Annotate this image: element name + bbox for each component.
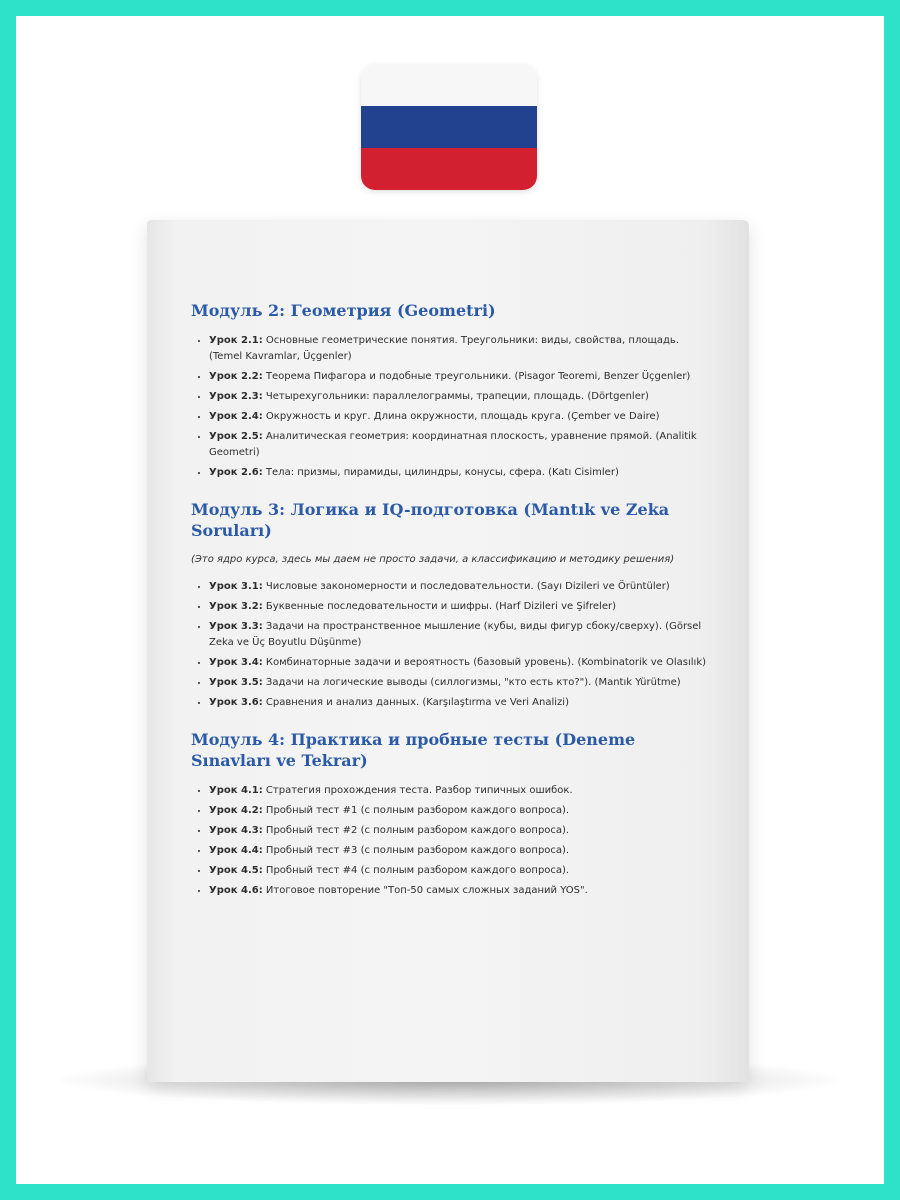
- lesson-text: Итоговое повторение "Топ-50 самых сложных заданий YOS".: [265, 885, 588, 896]
- lesson-label: Урок 2.1:: [209, 335, 263, 346]
- list-item: [209, 429, 711, 461]
- module-3: [191, 499, 711, 711]
- lesson-label: Урок 3.2:: [209, 601, 263, 612]
- lesson-text: Стратегия прохождения теста. Разбор типичных ошибок.: [265, 785, 573, 796]
- list-item: [209, 465, 711, 481]
- lesson-label: Урок 2.4:: [209, 411, 263, 422]
- lesson-text: Окружность и круг. Длина окружности, площадь круга. (Çember ve Daire): [265, 411, 660, 422]
- lesson-text: Аналитическая геометрия: координатная плоскость, уравнение прямой. (Analitik Geometri): [209, 431, 697, 458]
- lesson-label: Урок 3.1:: [209, 581, 263, 592]
- list-item: [209, 369, 711, 385]
- lesson-list: [191, 579, 711, 711]
- flag-stripe-white: [361, 64, 537, 106]
- lesson-label: Урок 2.3:: [209, 391, 263, 402]
- lesson-label: Урок 2.2:: [209, 371, 263, 382]
- flag-stripe-red: [361, 148, 537, 190]
- list-item: [209, 619, 711, 651]
- russia-flag-icon: [361, 64, 537, 190]
- lesson-text: Пробный тест #2 (с полным разбором каждого вопроса).: [265, 825, 570, 836]
- lesson-text: Сравнения и анализ данных. (Karşılaştırma ve Veri Analizi): [265, 697, 569, 708]
- list-item: [209, 389, 711, 405]
- list-item: [209, 675, 711, 691]
- lesson-label: Урок 4.1:: [209, 785, 263, 796]
- module-title: Модуль 4: Практика и пробные тесты (Deneme Sınavları ve Tekrar): [191, 730, 636, 770]
- module-title: Модуль 3: Логика и IQ-подготовка (Mantık ve Zeka Soruları): [191, 500, 670, 540]
- lesson-label: Урок 2.5:: [209, 431, 263, 442]
- lesson-text: Пробный тест #3 (с полным разбором каждого вопроса).: [265, 845, 570, 856]
- list-item: [209, 883, 711, 899]
- lesson-text: Четырехугольники: параллелограммы, трапеции, площадь. (Dörtgenler): [265, 391, 649, 402]
- list-item: [209, 823, 711, 839]
- lesson-label: Урок 3.3:: [209, 621, 263, 632]
- module-title: Модуль 2: Геометрия (Geometri): [191, 301, 496, 320]
- list-item: [209, 333, 711, 365]
- lesson-label: Урок 4.2:: [209, 805, 263, 816]
- list-item: [209, 409, 711, 425]
- lesson-list: [191, 333, 711, 481]
- lesson-label: Урок 2.6:: [209, 467, 263, 478]
- lesson-text: Пробный тест #1 (с полным разбором каждого вопроса).: [265, 805, 570, 816]
- list-item: [209, 655, 711, 671]
- lesson-label: Урок 3.4:: [209, 657, 263, 668]
- lesson-label: Урок 3.5:: [209, 677, 263, 688]
- lesson-label: Урок 4.3:: [209, 825, 263, 836]
- lesson-text: Буквенные последовательности и шифры. (Harf Dizileri ve Şifreler): [265, 601, 616, 612]
- lesson-text: Основные геометрические понятия. Треугольники: виды, свойства, площадь. (Temel Kavramlar, Üçgenler): [209, 335, 679, 362]
- list-item: [209, 599, 711, 615]
- lesson-text: Задачи на пространственное мышление (кубы, виды фигур сбоку/сверху). (Görsel Zeka ve Üç Boyutlu Düşünme): [209, 621, 702, 648]
- document-page: [147, 220, 749, 1082]
- list-item: [209, 843, 711, 859]
- list-item: [209, 863, 711, 879]
- module-4: [191, 729, 711, 899]
- module-note: (Это ядро курса, здесь мы даем не просто задачи, а классификацию и методику решения): [191, 554, 675, 565]
- lesson-label: Урок 4.6:: [209, 885, 263, 896]
- document-content: [191, 300, 711, 917]
- list-item: [209, 803, 711, 819]
- list-item: [209, 579, 711, 595]
- list-item: [209, 783, 711, 799]
- lesson-label: Урок 4.5:: [209, 865, 263, 876]
- lesson-text: Комбинаторные задачи и вероятность (базовый уровень). (Kombinatorik ve Olasılık): [265, 657, 707, 668]
- lesson-label: Урок 3.6:: [209, 697, 263, 708]
- lesson-list: [191, 783, 711, 899]
- module-2: [191, 300, 711, 481]
- lesson-label: Урок 4.4:: [209, 845, 263, 856]
- flag-stripe-blue: [361, 106, 537, 148]
- lesson-text: Тела: призмы, пирамиды, цилиндры, конусы, сфера. (Katı Cisimler): [265, 467, 619, 478]
- lesson-text: Теорема Пифагора и подобные треугольники. (Pisagor Teoremi, Benzer Üçgenler): [265, 371, 691, 382]
- lesson-text: Числовые закономерности и последовательности. (Sayı Dizileri ve Örüntüler): [265, 581, 670, 592]
- lesson-text: Задачи на логические выводы (силлогизмы, "кто есть кто?"). (Mantık Yürütme): [265, 677, 681, 688]
- list-item: [209, 695, 711, 711]
- lesson-text: Пробный тест #4 (с полным разбором каждого вопроса).: [265, 865, 570, 876]
